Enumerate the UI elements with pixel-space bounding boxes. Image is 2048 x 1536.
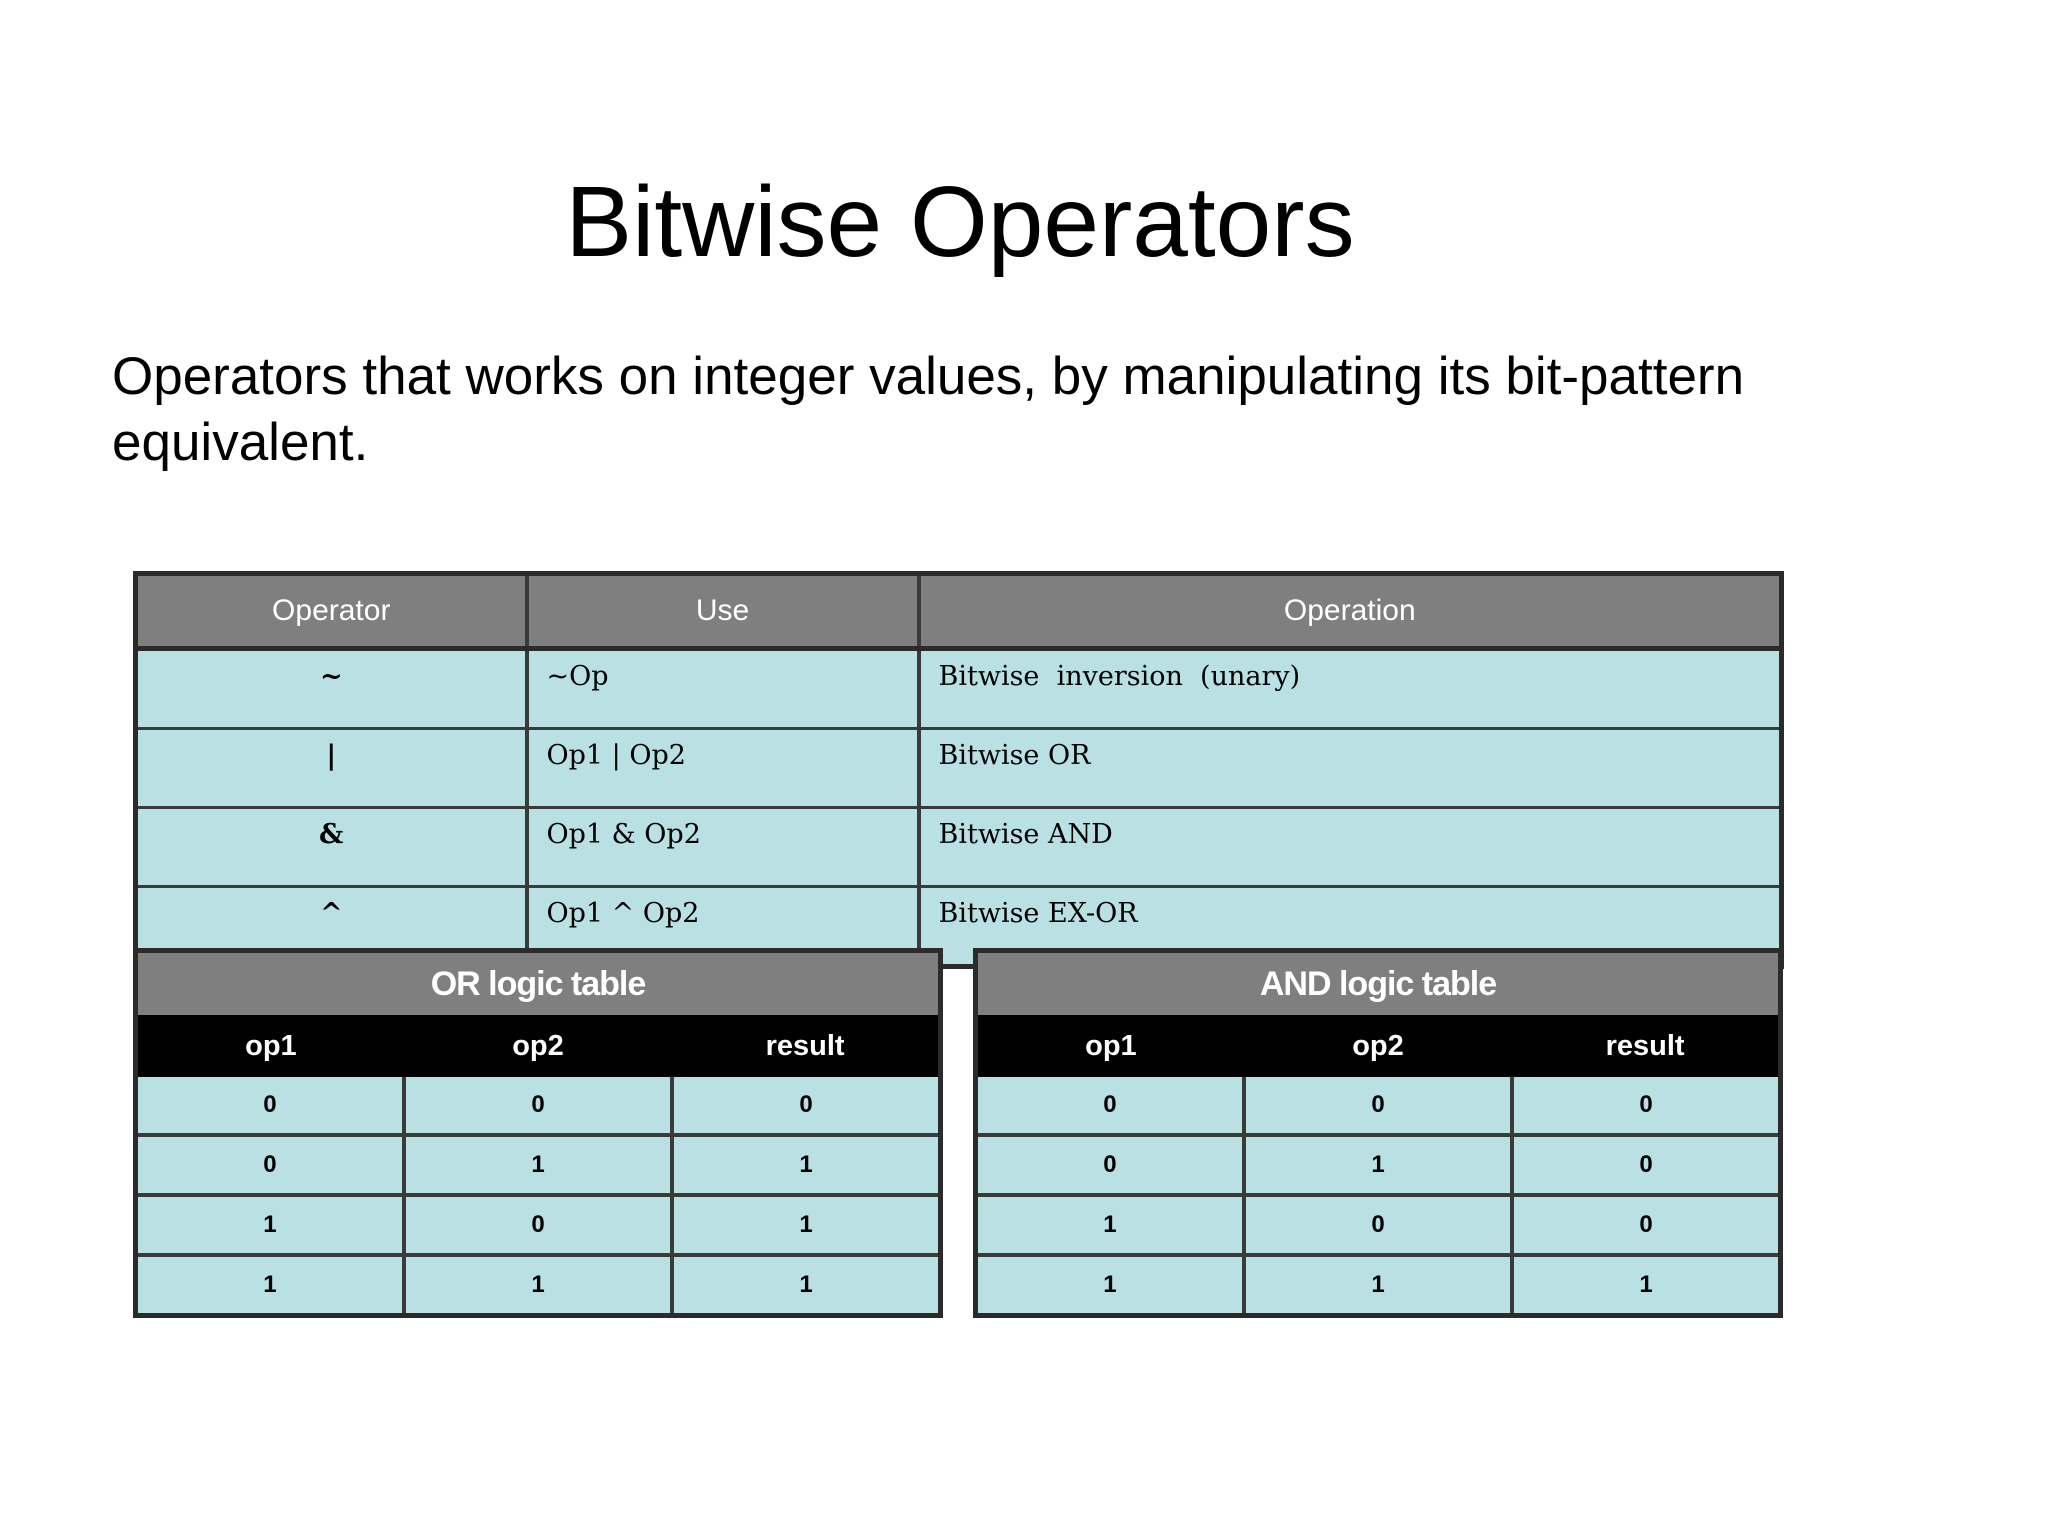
table-row (136, 1195, 941, 1255)
operator-use: Op1 | Op2 (527, 729, 919, 808)
table-row (976, 1255, 1781, 1316)
and-op2-cell: 0 (1244, 1195, 1512, 1255)
and-op1-cell: 1 (976, 1255, 1244, 1316)
operator-use: ~Op (527, 649, 919, 729)
and-result-cell: 0 (1512, 1195, 1780, 1255)
and-table-caption: AND logic table (976, 951, 1781, 1016)
operator-operation: Bitwise inversion (unary) (919, 649, 1782, 729)
header-operator: Operator (136, 574, 527, 649)
slide-subtitle: Operators that works on integer values, by manipulating its bit-pattern equivalent. (112, 347, 1745, 472)
and-result-cell: 0 (1512, 1077, 1780, 1135)
or-op1-cell: 1 (136, 1255, 404, 1316)
table-row (136, 1135, 941, 1195)
header-use: Use (527, 574, 919, 649)
or-op2-cell: 0 (404, 1077, 672, 1135)
table-row (136, 1255, 941, 1316)
or-op1-cell: 0 (136, 1135, 404, 1195)
and-logic-table (973, 948, 1783, 1318)
or-op2-cell: 0 (404, 1195, 672, 1255)
or-header-op1: op1 (136, 1015, 404, 1077)
or-result-cell: 0 (672, 1077, 940, 1135)
or-result-cell: 1 (672, 1255, 940, 1316)
and-op2-cell: 0 (1244, 1077, 1512, 1135)
and-op1-cell: 1 (976, 1195, 1244, 1255)
and-op1-cell: 0 (976, 1077, 1244, 1135)
and-header-result: result (1512, 1015, 1780, 1077)
operator-symbol: ~ (136, 649, 527, 729)
and-op2-cell: 1 (1244, 1255, 1512, 1316)
table-row (976, 1135, 1781, 1195)
operator-symbol: | (136, 729, 527, 808)
slide-title: Bitwise Operators (565, 166, 1355, 278)
header-operation: Operation (919, 574, 1782, 649)
operator-symbol: & (136, 808, 527, 887)
or-header-op2: op2 (404, 1015, 672, 1077)
and-result-cell: 0 (1512, 1135, 1780, 1195)
operator-use: Op1 & Op2 (527, 808, 919, 887)
operator-symbol: ^ (136, 887, 527, 967)
operator-operation: Bitwise EX-OR (919, 887, 1782, 967)
or-op1-cell: 1 (136, 1195, 404, 1255)
or-op2-cell: 1 (404, 1135, 672, 1195)
table-row (136, 729, 1782, 808)
operators-table-header (136, 574, 1782, 649)
or-result-cell: 1 (672, 1195, 940, 1255)
or-header-result: result (672, 1015, 940, 1077)
operators-table (133, 571, 1784, 969)
and-op2-cell: 1 (1244, 1135, 1512, 1195)
or-logic-table (133, 948, 943, 1318)
or-op2-cell: 1 (404, 1255, 672, 1316)
or-table-caption: OR logic table (136, 951, 941, 1016)
or-op1-cell: 0 (136, 1077, 404, 1135)
operator-use: Op1 ^ Op2 (527, 887, 919, 967)
and-result-cell: 1 (1512, 1255, 1780, 1316)
and-header-op2: op2 (1244, 1015, 1512, 1077)
operator-operation: Bitwise AND (919, 808, 1782, 887)
table-row (136, 649, 1782, 729)
operator-operation: Bitwise OR (919, 729, 1782, 808)
table-row (976, 1077, 1781, 1135)
table-row (976, 1195, 1781, 1255)
and-op1-cell: 0 (976, 1135, 1244, 1195)
table-row (136, 808, 1782, 887)
and-header-op1: op1 (976, 1015, 1244, 1077)
or-result-cell: 1 (672, 1135, 940, 1195)
table-row (136, 1077, 941, 1135)
